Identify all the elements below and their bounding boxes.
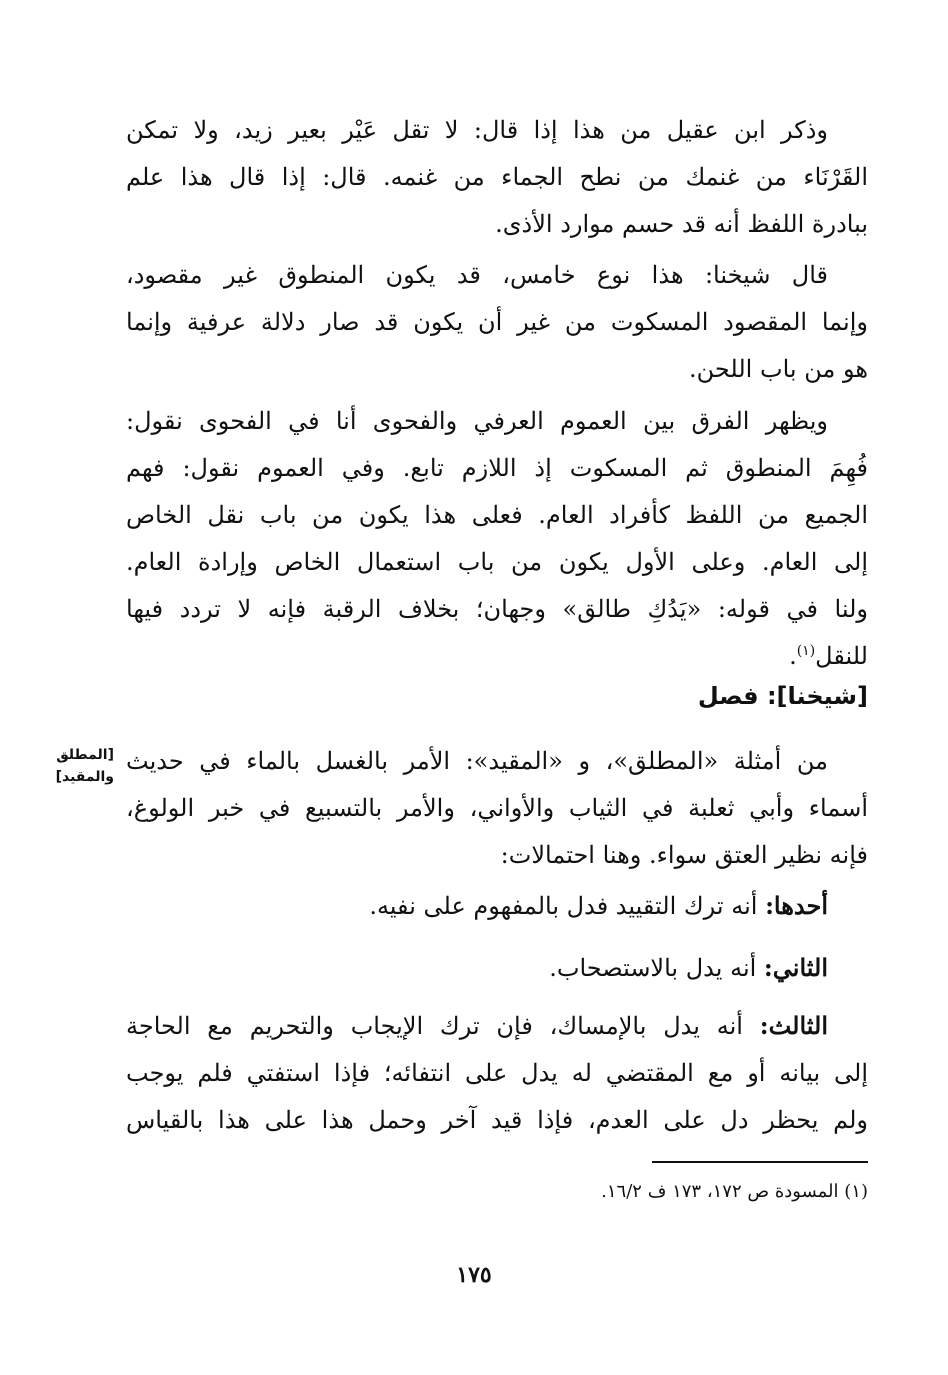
item-text: أنه يدل بالإمساك، فإن ترك الإيجاب والتحريم مع الحاجة <box>126 1012 760 1040</box>
paragraph-line: فإنه نظير العتق سواء. وهنا احتمالات: <box>500 841 868 869</box>
footnote: (١) المسودة ص ١٧٢، ١٧٣ ف ١٦/٢. <box>601 1181 868 1202</box>
paragraph-line <box>126 633 868 680</box>
margin-note-line: [المطلق <box>56 747 114 763</box>
section-heading: [شيخنا]: فصل <box>697 682 868 710</box>
paragraph-line <box>126 944 868 992</box>
paragraph-line-text: للنقل <box>815 642 868 670</box>
paragraph-2 <box>126 252 868 393</box>
paragraph-line: ولنا في قوله: «يَدُكِ طالق» وجهان؛ بخلاف الرقبة فإنه لا تردد فيها <box>126 595 868 623</box>
item-label: الثالث: <box>759 1011 828 1040</box>
paragraph-line: الجميع من اللفظ كأفراد العام. فعلى هذا يكون من باب نقل الخاص <box>126 501 868 529</box>
paragraph-6 <box>126 944 868 992</box>
footnote-marker: (١) <box>796 643 816 659</box>
paragraph-line <box>126 1002 868 1050</box>
paragraph-line: وذكر ابن عقيل من هذا إذا قال: لا تقل عَيْر بعير زيد، ولا تمكن <box>126 116 828 144</box>
item-text: أنه يدل بالاستصحاب. <box>549 954 764 982</box>
item-text: أنه ترك التقييد فدل بالمفهوم على نفيه. <box>369 892 766 920</box>
paragraph-line <box>126 882 868 930</box>
margin-note <box>28 744 114 788</box>
paragraph-line: القَرْنَاء من غنمك من نطح الجماء من غنمه. قال: إذا قال هذا علم <box>126 163 868 191</box>
paragraph-line: ولم يحظر دل على العدم، فإذا قيد آخر وحمل هذا على هذا بالقياس <box>126 1106 868 1134</box>
paragraph-1 <box>126 107 868 248</box>
item-label: الثاني: <box>763 953 828 982</box>
paragraph-line: وإنما المقصود المسكوت من غير أن يكون قد صار دلالة عرفية وإنما <box>126 308 868 336</box>
paragraph-line: إلى العام. وعلى الأول يكون من باب استعمال الخاص وإرادة العام. <box>126 548 868 576</box>
paragraph-line: ببادرة اللفظ أنه قد حسم موارد الأذى. <box>495 210 868 238</box>
paragraph-line-end: . <box>789 642 797 670</box>
page-number: ١٧٥ <box>456 1262 492 1288</box>
paragraph-line: من أمثلة «المطلق»، و «المقيد»: الأمر بالغسل بالماء في حديث <box>126 747 828 775</box>
paragraph-7 <box>126 1002 868 1144</box>
paragraph-line: هو من باب اللحن. <box>689 355 868 383</box>
paragraph-3 <box>126 398 868 680</box>
paragraph-line: أسماء وأبي ثعلبة في الثياب والأواني، والأمر بالتسبيع في خبر الولوغ، <box>126 794 869 822</box>
paragraph-line: قال شيخنا: هذا نوع خامس، قد يكون المنطوق غير مقصود، <box>126 261 828 289</box>
paragraph-5 <box>126 882 868 930</box>
item-label: أحدها: <box>765 891 828 920</box>
footnote-separator <box>652 1161 868 1163</box>
paragraph-4 <box>126 738 868 879</box>
paragraph-line: إلى بيانه أو مع المقتضي له يدل على انتفائه؛ فإذا استفتي فلم يوجب <box>126 1059 868 1087</box>
margin-note-line: والمقيد] <box>55 769 114 785</box>
paragraph-line: ويظهر الفرق بين العموم العرفي والفحوى أنا في الفحوى نقول: <box>126 407 828 435</box>
paragraph-line: فُهِمَ المنطوق ثم المسكوت إذ اللازم تابع. وفي العموم نقول: فهم <box>126 454 868 482</box>
